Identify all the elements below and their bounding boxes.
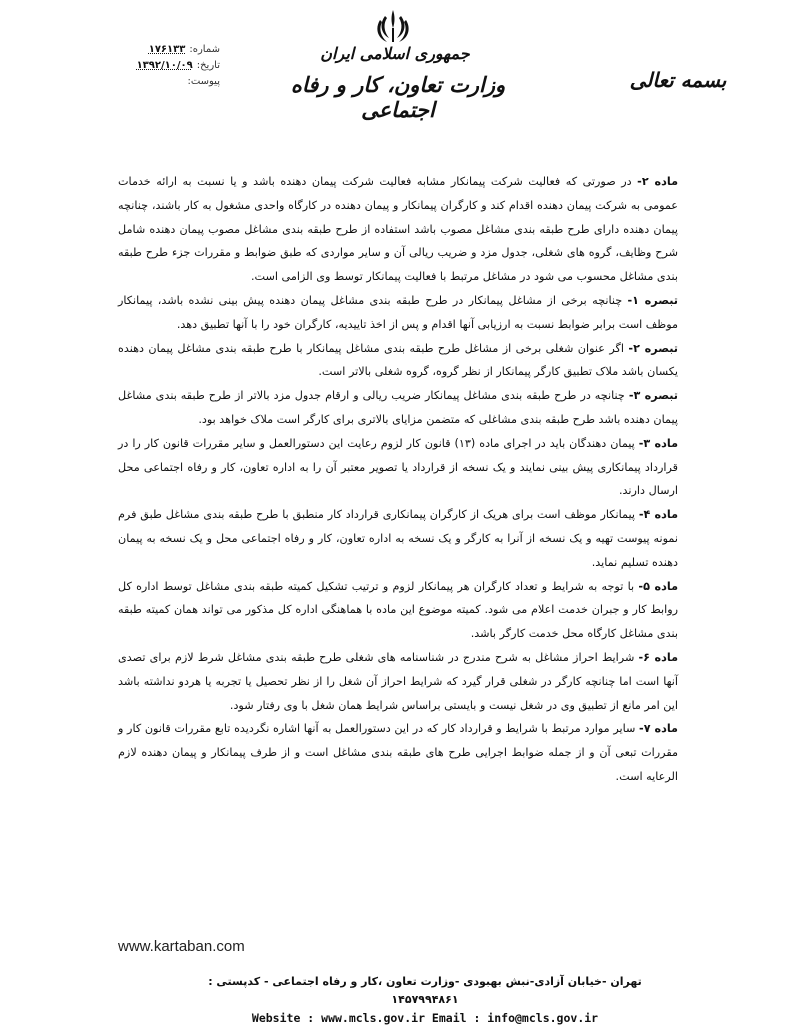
letter-number-value: ۱۷۶۱۳۳ [148,44,186,55]
note-paragraph [118,384,678,432]
article-paragraph [118,170,678,289]
source-website-link[interactable]: www.kartaban.com [118,938,245,955]
note-paragraph [118,337,678,385]
footer-address: تهران -خیابان آزادی-نبش بهبودی -وزارت تعاون ،کار و رفاه اجتماعی - کدپستی : ۱۴۵۷۹۹۴۸۶۱ [208,975,642,1006]
letter-date-label: تاریخ: [196,60,220,71]
article-heading: ماده ۴- [638,508,678,522]
article-heading: ماده ۵- [638,579,678,593]
article-paragraph [118,575,678,646]
article-paragraph [118,503,678,574]
letter-date-row [70,58,220,74]
article-text: با توجه به شرایط و تعداد کارگران هر پیمانکار لزوم و ترتیب تشکیل کمیته طبقه بندی مشاغل توسط اداره کل روابط کار و جبران خدمت اعلام می شود. کمیته موضوع این ماده با هماهنگی اداره کل مذکور می تواند همان کمیته طبقه بندی مشاغل کارگاه محل خدمت کارگر باشد. [118,579,678,641]
note-heading: تبصره ۱- [627,293,679,307]
article-paragraph [118,646,678,717]
ministry-title: وزارت تعاون، کار و رفاه اجتماعی [290,72,506,122]
note-text: اگر عنوان شغلی برخی از مشاغل طرح طبقه بندی مشاغل پیمانکار با طرح طبقه بندی مشاغل پیمان دهنده یکسان باشد ملاک تطبیق کارگر پیمانکار از نظر گروه، گروه شغلی بالاتر است. [118,341,678,379]
letter-footer [190,973,660,1027]
footer-contact: Website : www.mcls.gov.ir Email : info@mcls.gov.ir [251,1011,599,1025]
note-heading: تبصره ۳- [628,389,679,403]
iran-emblem-icon [373,8,413,46]
note-text: چنانچه برخی از مشاغل پیمانکار در طرح طبقه بندی مشاغل پیمان دهنده پیش بینی نشده باشد، پیمانکار موظف است برابر ضوابط نسبت به ارزیابی آنها اقدام و پس از اخذ تاییدیه، کارگران خود را با آنها تطبیق دهد. [118,293,678,331]
article-text: سایر موارد مرتبط با شرایط و قرارداد کار که در این دستورالعمل به آنها اشاره نگردیده تابع مقررات قانون کار و مقررات تبعی آن و از جمله ضوابط اجرایی طرح های طبقه بندی مشاغل است و از طرف پیمانکار و پیمان دهنده لازم الرعایه است. [118,722,678,783]
article-heading: ماده ۶- [638,650,679,664]
letter-attachment-label: پیوست: [187,76,220,87]
article-paragraph [118,717,678,788]
article-paragraph [118,432,678,503]
article-heading: ماده ۲- [637,175,678,188]
article-text: پیمان دهندگان باید در اجرای ماده (۱۳) قانون کار لزوم رعایت این دستورالعمل و سایر مقررات قانون کار را در قرارداد پیمانکاری پیش بینی نمایند و یک نسخه از قرارداد یا تصویر معتبر آن را به اداره تعاون، کار و رفاه اجتماعی محل ارسال دارند. [118,436,678,498]
letter-number-row [70,42,220,58]
letter-attachment-row [70,74,220,90]
letter-body [118,170,678,789]
letter-number-label: شماره: [189,44,220,55]
article-text: پیمانکار موظف است برای هریک از کارگران پیمانکاری قرارداد کار منطبق با طرح طبقه بندی مشاغل طبق فرم نمونه پیوست تهیه و یک نسخه از آنرا به کارگر و یک نسخه به اداره تعاون، کار و رفاه اجتماعی محل و یک نسخه به پیمان دهنده تسلیم نماید. [118,508,678,569]
letterhead [0,0,791,130]
note-text: چنانچه در طرح طبقه بندی مشاغل پیمانکار ضریب ریالی و ارقام جدول مزد بالاتر از طرح طبقه بندی مشاغل پیمان دهنده باشد طرح طبقه بندی مشاغلی که متضمن مزایای بالاتری برای کارگر است ملاک خواهد بود. [118,389,678,426]
republic-title: جمهوری اسلامی ایران [320,44,470,63]
basmala: بسمه تعالی [629,68,727,92]
article-heading: ماده ۷- [639,722,678,736]
letter-date-value: ۱۳۹۲/۱۰/۰۹ [136,60,193,71]
article-text: در صورتی که فعالیت شرکت پیمانکار مشابه فعالیت شرکت پیمان دهنده باشد و یا نسبت به ارائه خدمات عمومی به شرکت پیمان دهنده اقدام کند و کارگران پیمانکار و پیمان دهنده در کارگاه واحدی مشغول به کار باشند، چنانچه پیمان دهنده دارای طرح طبقه بندی مشاغل مصوب باشد استفاده از طرح طبقه بندی مشاغل مصوب پیمان دهنده شامل شرح وظایف، گروه های شغلی، جدول مزد و ضریب ریالی آن و سایر مواردی که طبق ضوابط و مقررات جزء طرح طبقه بندی مشاغل محسوب می شود در مشاغل مرتبط با فعالیت پیمانکار توسط وی الزامی است. [118,175,678,284]
note-heading: تبصره ۲- [628,341,679,355]
article-text: شرایط احراز مشاغل به شرح مندرج در شناسنامه های شغلی طرح طبقه بندی مشاغل شرط لازم برای تصدی آنها است اما چنانچه کارگر در شغلی قرار گیرد که شرایط احراز آن شغل را از نظر تحصیل یا تجربه یا هردو نداشته باشد این امر مانع از تطبیق وی در شغل نیست و بایستی براساس شرایط همان شغل با وی رفتار شود. [118,650,678,712]
letter-meta [70,42,220,90]
article-heading: ماده ۳- [638,436,678,450]
note-paragraph [118,289,678,337]
